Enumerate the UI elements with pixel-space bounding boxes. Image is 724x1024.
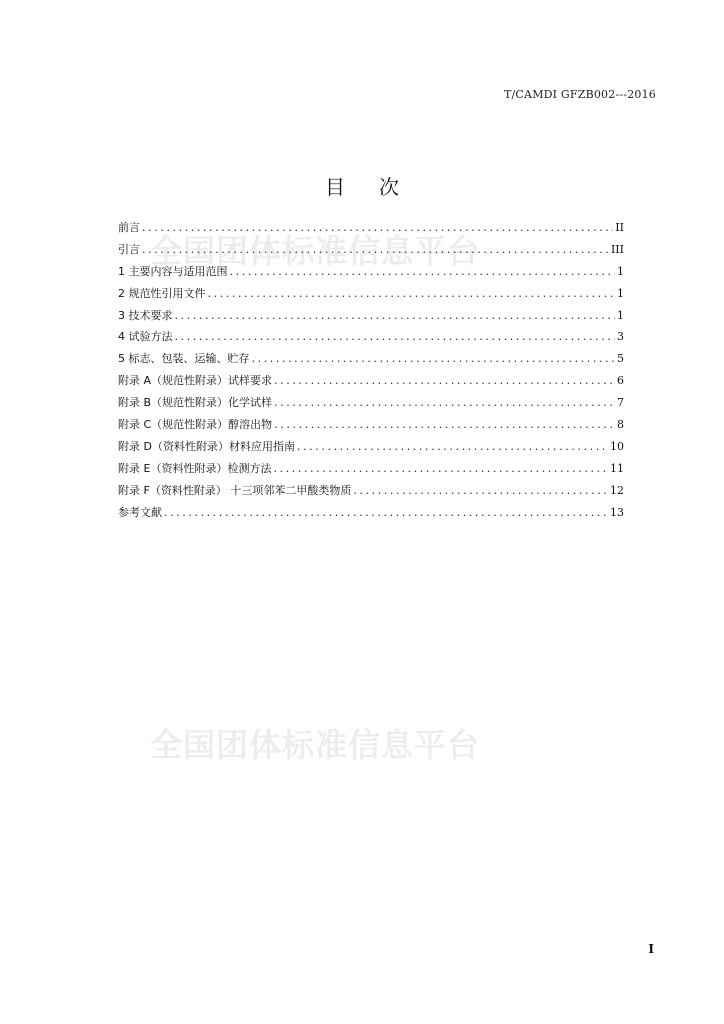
toc-entry-label: 1 主要内容与适用范围 [118, 264, 228, 278]
toc-entry[interactable] [118, 285, 624, 307]
toc-entry-page: 3 [617, 330, 624, 344]
toc-entry-label: 附录 B（规范性附录）化学试样 [118, 396, 273, 410]
toc-entry[interactable] [118, 394, 624, 416]
toc-entry-page: 13 [610, 505, 624, 519]
toc-entry-label: 附录 F（资料性附录） 十三项邻苯二甲酸类物质 [118, 483, 352, 497]
toc-entry-page: III [610, 242, 624, 256]
toc-entry-label: 附录 D（资料性附录）材料应用指南 [118, 439, 295, 453]
toc-entry-label: 附录 C（规范性附录）醇溶出物 [118, 418, 273, 432]
toc-entry[interactable] [118, 219, 624, 241]
toc-leader-dots [164, 506, 608, 519]
toc-leader-dots [274, 418, 615, 431]
toc-entry-page: 1 [617, 286, 624, 300]
toc-entry[interactable] [118, 482, 624, 504]
toc-entry-label: 附录 A（规范性附录）试样要求 [118, 374, 273, 388]
toc-entry[interactable] [118, 416, 624, 438]
toc-entry-label: 附录 E（资料性附录）检测方法 [118, 461, 272, 475]
toc-leader-dots [297, 440, 608, 453]
toc-leader-dots [273, 462, 608, 475]
toc-entry[interactable] [118, 372, 624, 394]
toc-entry-page: 6 [617, 374, 624, 388]
watermark-bottom: 全国团体标准信息平台 [150, 726, 481, 764]
toc-entry-page: 11 [610, 461, 624, 475]
page-number: I [648, 942, 654, 956]
toc-leader-dots [142, 221, 613, 234]
toc-entry-page: 1 [617, 308, 624, 322]
toc-entry[interactable] [118, 350, 624, 372]
toc-title-char-2: 次 [379, 175, 399, 200]
watermark-top: 全国团体标准信息平台 [150, 232, 481, 270]
toc-leader-dots [353, 484, 608, 497]
toc-entry[interactable] [118, 307, 624, 329]
toc-leader-dots [274, 396, 615, 409]
toc-entry-label: 5 标志、包装、运输、贮存 [118, 352, 250, 366]
toc-entry-page: 12 [610, 483, 624, 497]
toc-entry-page: 1 [617, 264, 624, 278]
toc-leader-dots [208, 287, 616, 300]
toc-leader-dots [175, 309, 616, 322]
toc-leader-dots [274, 374, 615, 387]
toc-entry-page: 5 [617, 352, 624, 366]
toc-entry-page: 7 [617, 396, 624, 410]
toc-entry-page: 8 [617, 418, 624, 432]
toc-entry-label: 2 规范性引用文件 [118, 286, 206, 300]
document-code: T/CAMDI GFZB002---2016 [503, 88, 656, 101]
toc-entry[interactable] [118, 460, 624, 482]
toc-entry-page: 10 [610, 439, 624, 453]
toc-entry[interactable] [118, 438, 624, 460]
toc-entry[interactable] [118, 263, 624, 285]
toc-entry-label: 引言 [118, 242, 140, 256]
toc-entry-label: 前言 [118, 221, 140, 234]
toc-leader-dots [142, 243, 609, 256]
toc-entry-page: II [615, 221, 624, 234]
toc-leader-dots [230, 265, 616, 278]
toc-entry[interactable] [118, 241, 624, 263]
toc-title [0, 171, 724, 200]
toc-title-char-1: 目 [325, 175, 345, 200]
toc-entry-label: 3 技术要求 [118, 308, 173, 322]
toc-entry[interactable] [118, 504, 624, 526]
toc-entry-label: 4 试验方法 [118, 330, 173, 344]
toc-list [118, 219, 624, 525]
toc-leader-dots [175, 330, 616, 343]
toc-entry-label: 参考文献 [118, 505, 162, 519]
toc-leader-dots [252, 352, 616, 365]
toc-entry[interactable] [118, 328, 624, 350]
